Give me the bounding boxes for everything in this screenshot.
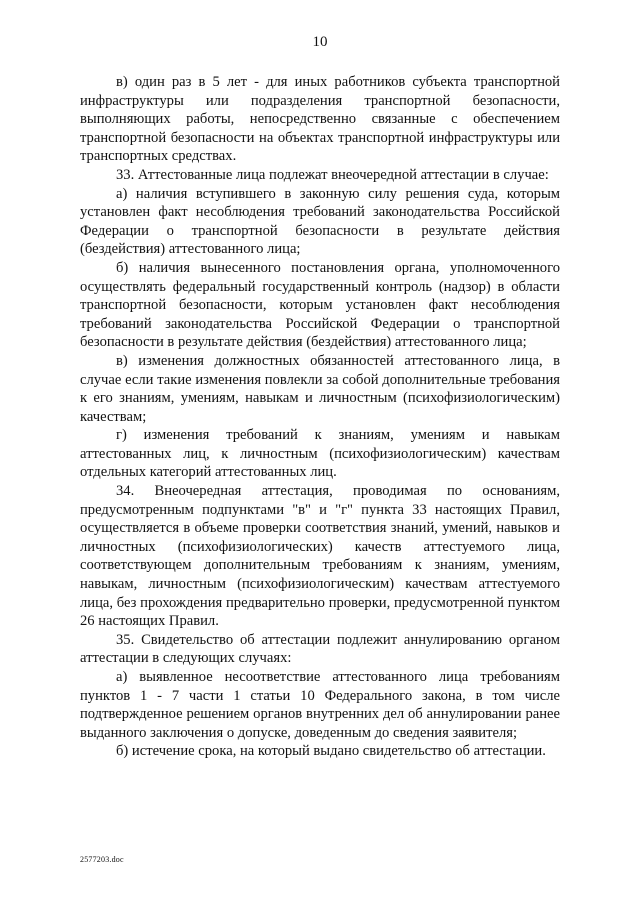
paragraph-clause-33-g: г) изменения требований к знаниям, умениям и навыкам аттестованных лиц, к личностным (психофизиологическим) качествам отдельных категорий аттестованных лиц. <box>80 427 560 481</box>
paragraph-clause-v-five-years: в) один раз в 5 лет - для иных работников субъекта транспортной инфраструктуры или подразделения транспортной безопасности, выполняющих работы, непосредственно связанные с обеспечением транспортной безопасности на объектах транспортной инфраструктуры или транспортных средствах. <box>80 74 560 165</box>
paragraph-clause-33-v: в) изменения должностных обязанностей аттестованного лица, в случае если такие изменения повлекли за собой дополнительные требования к его знаниям, умениям, навыкам и личностным (психофизиологическим) качествам; <box>80 352 560 425</box>
page-number: 10 <box>312 34 328 50</box>
paragraph-clause-35: 35. Свидетельство об аттестации подлежит аннулированию органом аттестации в следующих случаях: <box>80 631 560 667</box>
document-body <box>80 73 560 761</box>
paragraph-clause-35-b: б) истечение срока, на который выдано свидетельство об аттестации. <box>116 743 546 760</box>
document-file-code: 2577203.doc <box>80 855 124 864</box>
paragraph-clause-33-b: б) наличия вынесенного постановления органа, уполномоченного осуществлять федеральный государственный контроль (надзор) в области транспортной безопасности, которым установлен факт несоблюдения требований законодательства Российской Федерации о транспортной безопасности в результате действия (бездействия) аттестованного лица; <box>80 259 560 351</box>
paragraph-clause-33-a: а) наличия вступившего в законную силу решения суда, которым установлен факт несоблюдения требований законодательства Российской Федерации о транспортной безопасности в результате действия (бездействия) аттестованного лица; <box>80 185 560 258</box>
paragraph-clause-35-a: а) выявленное несоответствие аттестованного лица требованиям пунктов 1 - 7 части 1 статьи 10 Федерального закона, в том числе подтвержденное решением органов внутренних дел об аннулировании ранее выданного заключения о допуске, доведенным до сведения заявителя; <box>80 669 560 741</box>
paragraph-clause-34: 34. Внеочередная аттестация, проводимая по основаниям, предусмотренным подпунктами "в" и "г" пункта 33 настоящих Правил, осуществляется в объеме проверки соответствия знаний, умений, навыков и личностных (психофизиологических) качеств аттестуемого лица, соответствующем дополнительным требованиям к знаниям, умениям, навыкам, личностным (психофизиологическим) качествам аттестуемого лица, без прохождения предварительно проверки, предусмотренной пунктом 26 настоящих Правил. <box>80 483 560 630</box>
paragraph-clause-33: 33. Аттестованные лица подлежат внеочередной аттестации в случае: <box>116 166 549 183</box>
